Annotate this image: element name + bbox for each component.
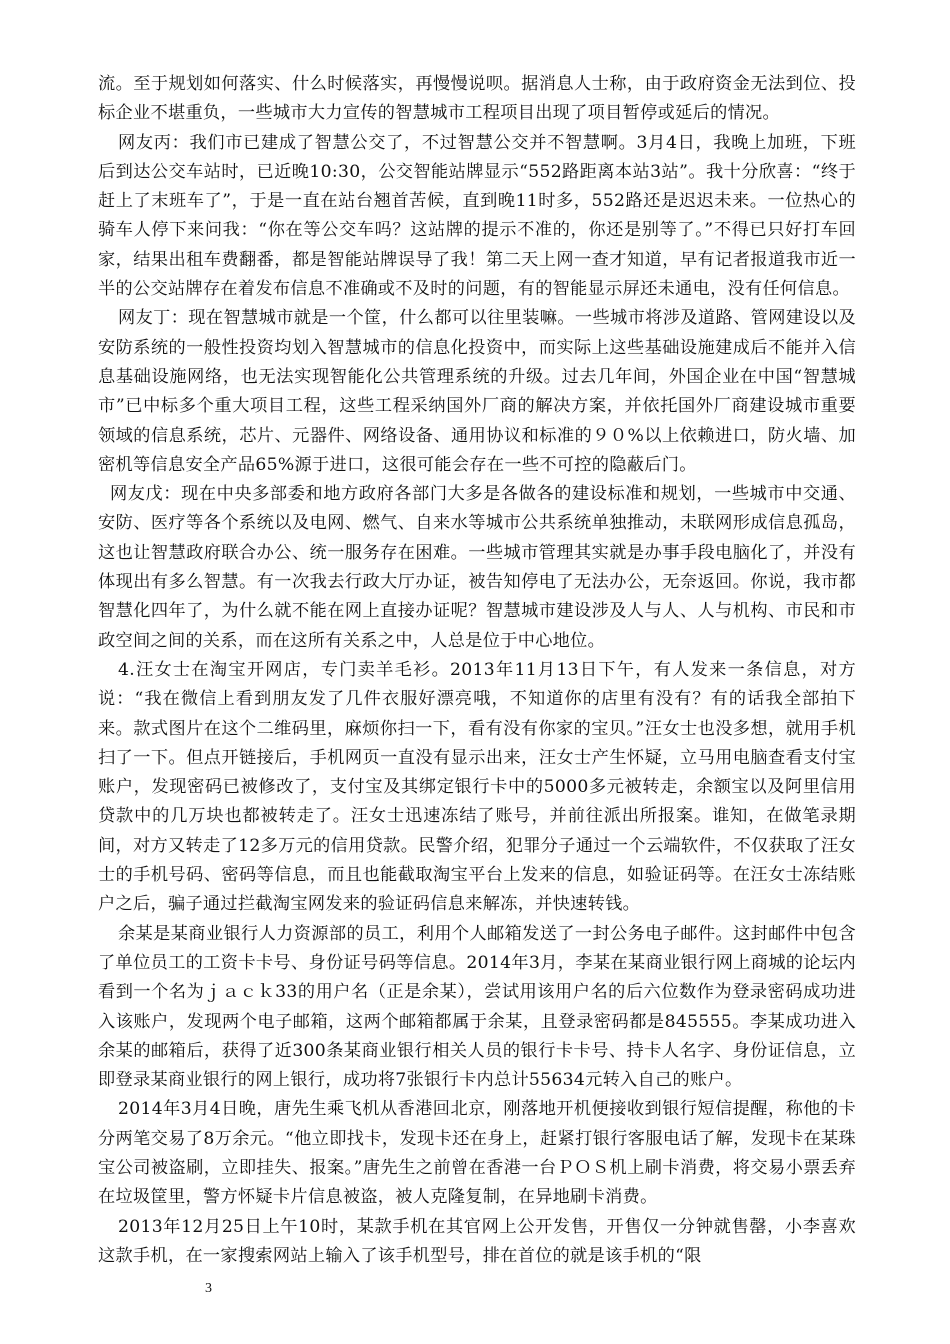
paragraph-netizen-wu: 网友戊：现在中央多部委和地方政府各部门大多是各做各的建设标准和规划，一些城市中交通、安防、医疗等各个系统以及电网、燃气、自来水等城市公共系统单独推动，未联网形成信息孤岛，这也让智慧政府联合办公、统一服务存在困难。一些城市管理其实就是办事手段电脑化了，并没有体现出有多么智慧。有一次我去行政大厅办证，被告知停电了无法办公，无奈返回。你说，我市都智慧化四年了，为什么就不能在网上直接办证呢？智慧城市建设涉及人与人、人与机构、市民和市政空间之间的关系，而在这所有关系之中，人总是位于中心地位。 — [98, 484, 856, 651]
paragraph-case-yu: 余某是某商业银行人力资源部的员工，利用个人邮箱发送了一封公务电子邮件。这封邮件中包含了单位员工的工资卡卡号、身份证号码等信息。2014年3月，李某在某商业银行网上商城的论坛内看到一个名为ｊａｃｋ33的用户名（正是余某），尝试用该用户名的后六位数作为登录密码成功进入该账户，发现两个电子邮箱，这两个邮箱都属于余某，且登录密码都是845555。李某成功进入余某的邮箱后，获得了近300条某商业银行相关人员的银行卡卡号、持卡人名字、身份证信息，立即登录某商业银行的网上银行，成功将7张银行卡内总计55634元转入自己的账户。 — [98, 923, 856, 1091]
paragraph-planning-continuation: 流。至于规划如何落实、什么时候落实，再慢慢说呗。据消息人士称，由于政府资金无法到位、投标企业不堪重负，一些城市大力宣传的智慧城市工程项目出现了项目暂停或延后的情况。 — [98, 74, 856, 124]
paragraph-case-tang: 2014年3月4日晚，唐先生乘飞机从香港回北京，刚落地开机便接收到银行短信提醒，称他的卡分两笔交易了8万余元。“他立即找卡，发现卡还在身上，赶紧打银行客服电话了解，发现卡在某珠宝公司被盗刷，立即挂失、报案。”唐先生之前曾在香港一台ＰＯＳ机上刷卡消费，将交易小票丢弃在垃圾筐里，警方怀疑卡片信息被盗，被人克隆复制，在异地刷卡消费。 — [98, 1099, 856, 1208]
paragraph-case-wang: 4.汪女士在淘宝开网店，专门卖羊毛衫。2013年11月13日下午，有人发来一条信息，对方说：“我在微信上看到朋友发了几件衣服好漂亮哦，不知道你的店里有没有？有的话我全部拍下来。款式图片在这个二维码里，麻烦你扫一下，看有没有你家的宝贝。”汪女士也没多想，就用手机扫了一下。但点开链接后，手机网页一直没有显示出来，汪女士产生怀疑，立马用电脑查看支付宝账户，发现密码已被修改了，支付宝及其绑定银行卡中的5000多元被转走，余额宝以及阿里信用贷款中的几万块也都被转走了。汪女士迅速冻结了账号，并前往派出所报案。谁知，在做笔录期间，对方又转走了12多万元的信用贷款。民警介绍，犯罪分子通过一个云端软件，不仅获取了汪女士的手机号码、密码等信息，而且也能截取淘宝平台上发来的信息，如验证码等。在汪女士冻结账户之后，骗子通过拦截淘宝网发来的验证码信息来解冻，并快速转钱。 — [98, 659, 856, 915]
page-number: 3 — [205, 1281, 212, 1296]
paragraph-case-li: 2013年12月25日上午10时，某款手机在其官网上公开发售，开售仅一分钟就售罄，小李喜欢这款手机，在一家搜索网站上输入了该手机型号，排在首位的就是该手机的“限 — [98, 1216, 856, 1266]
paragraph-netizen-ding: 网友丁：现在智慧城市就是一个筐，什么都可以往里装嘛。一些城市将涉及道路、管网建设以及安防系统的一般性投资均划入智慧城市的信息化投资中，而实际上这些基础设施建成后不能并入信息基础设施网络，也无法实现智能化公共管理系统的升级。过去几年间，外国企业在中国“智慧城市”已中标多个重大项目工程，这些工程采纳国外厂商的解决方案，并依托国外厂商建设城市重要领域的信息系统，芯片、元器件、网络设备、通用协议和标准的９０%以上依赖进口，防火墙、加密机等信息安全产品65%源于进口，这很可能会存在一些不可控的隐蔽后门。 — [98, 308, 856, 475]
document-body — [98, 70, 856, 1271]
paragraph-netizen-bing: 网友丙：我们市已建成了智慧公交了，不过智慧公交并不智慧啊。3月4日，我晚上加班，下班后到达公交车站时，已近晚10:30，公交智能站牌显示“552路距离本站3站”。我十分欣喜：“终于赶上了末班车了”，于是一直在站台翘首苦候，直到晚11时多，552路还是迟迟未来。一位热心的骑车人停下来问我：“你在等公交车吗？这站牌的提示不准的，你还是别等了。”不得已只好打车回家，结果出租车费翻番，都是智能站牌误导了我！第二天上网一查才知道，早有记者报道我市近一半的公交站牌存在着发布信息不准确或不及时的问题，有的智能显示屏还未通电，没有任何信息。 — [98, 132, 856, 300]
